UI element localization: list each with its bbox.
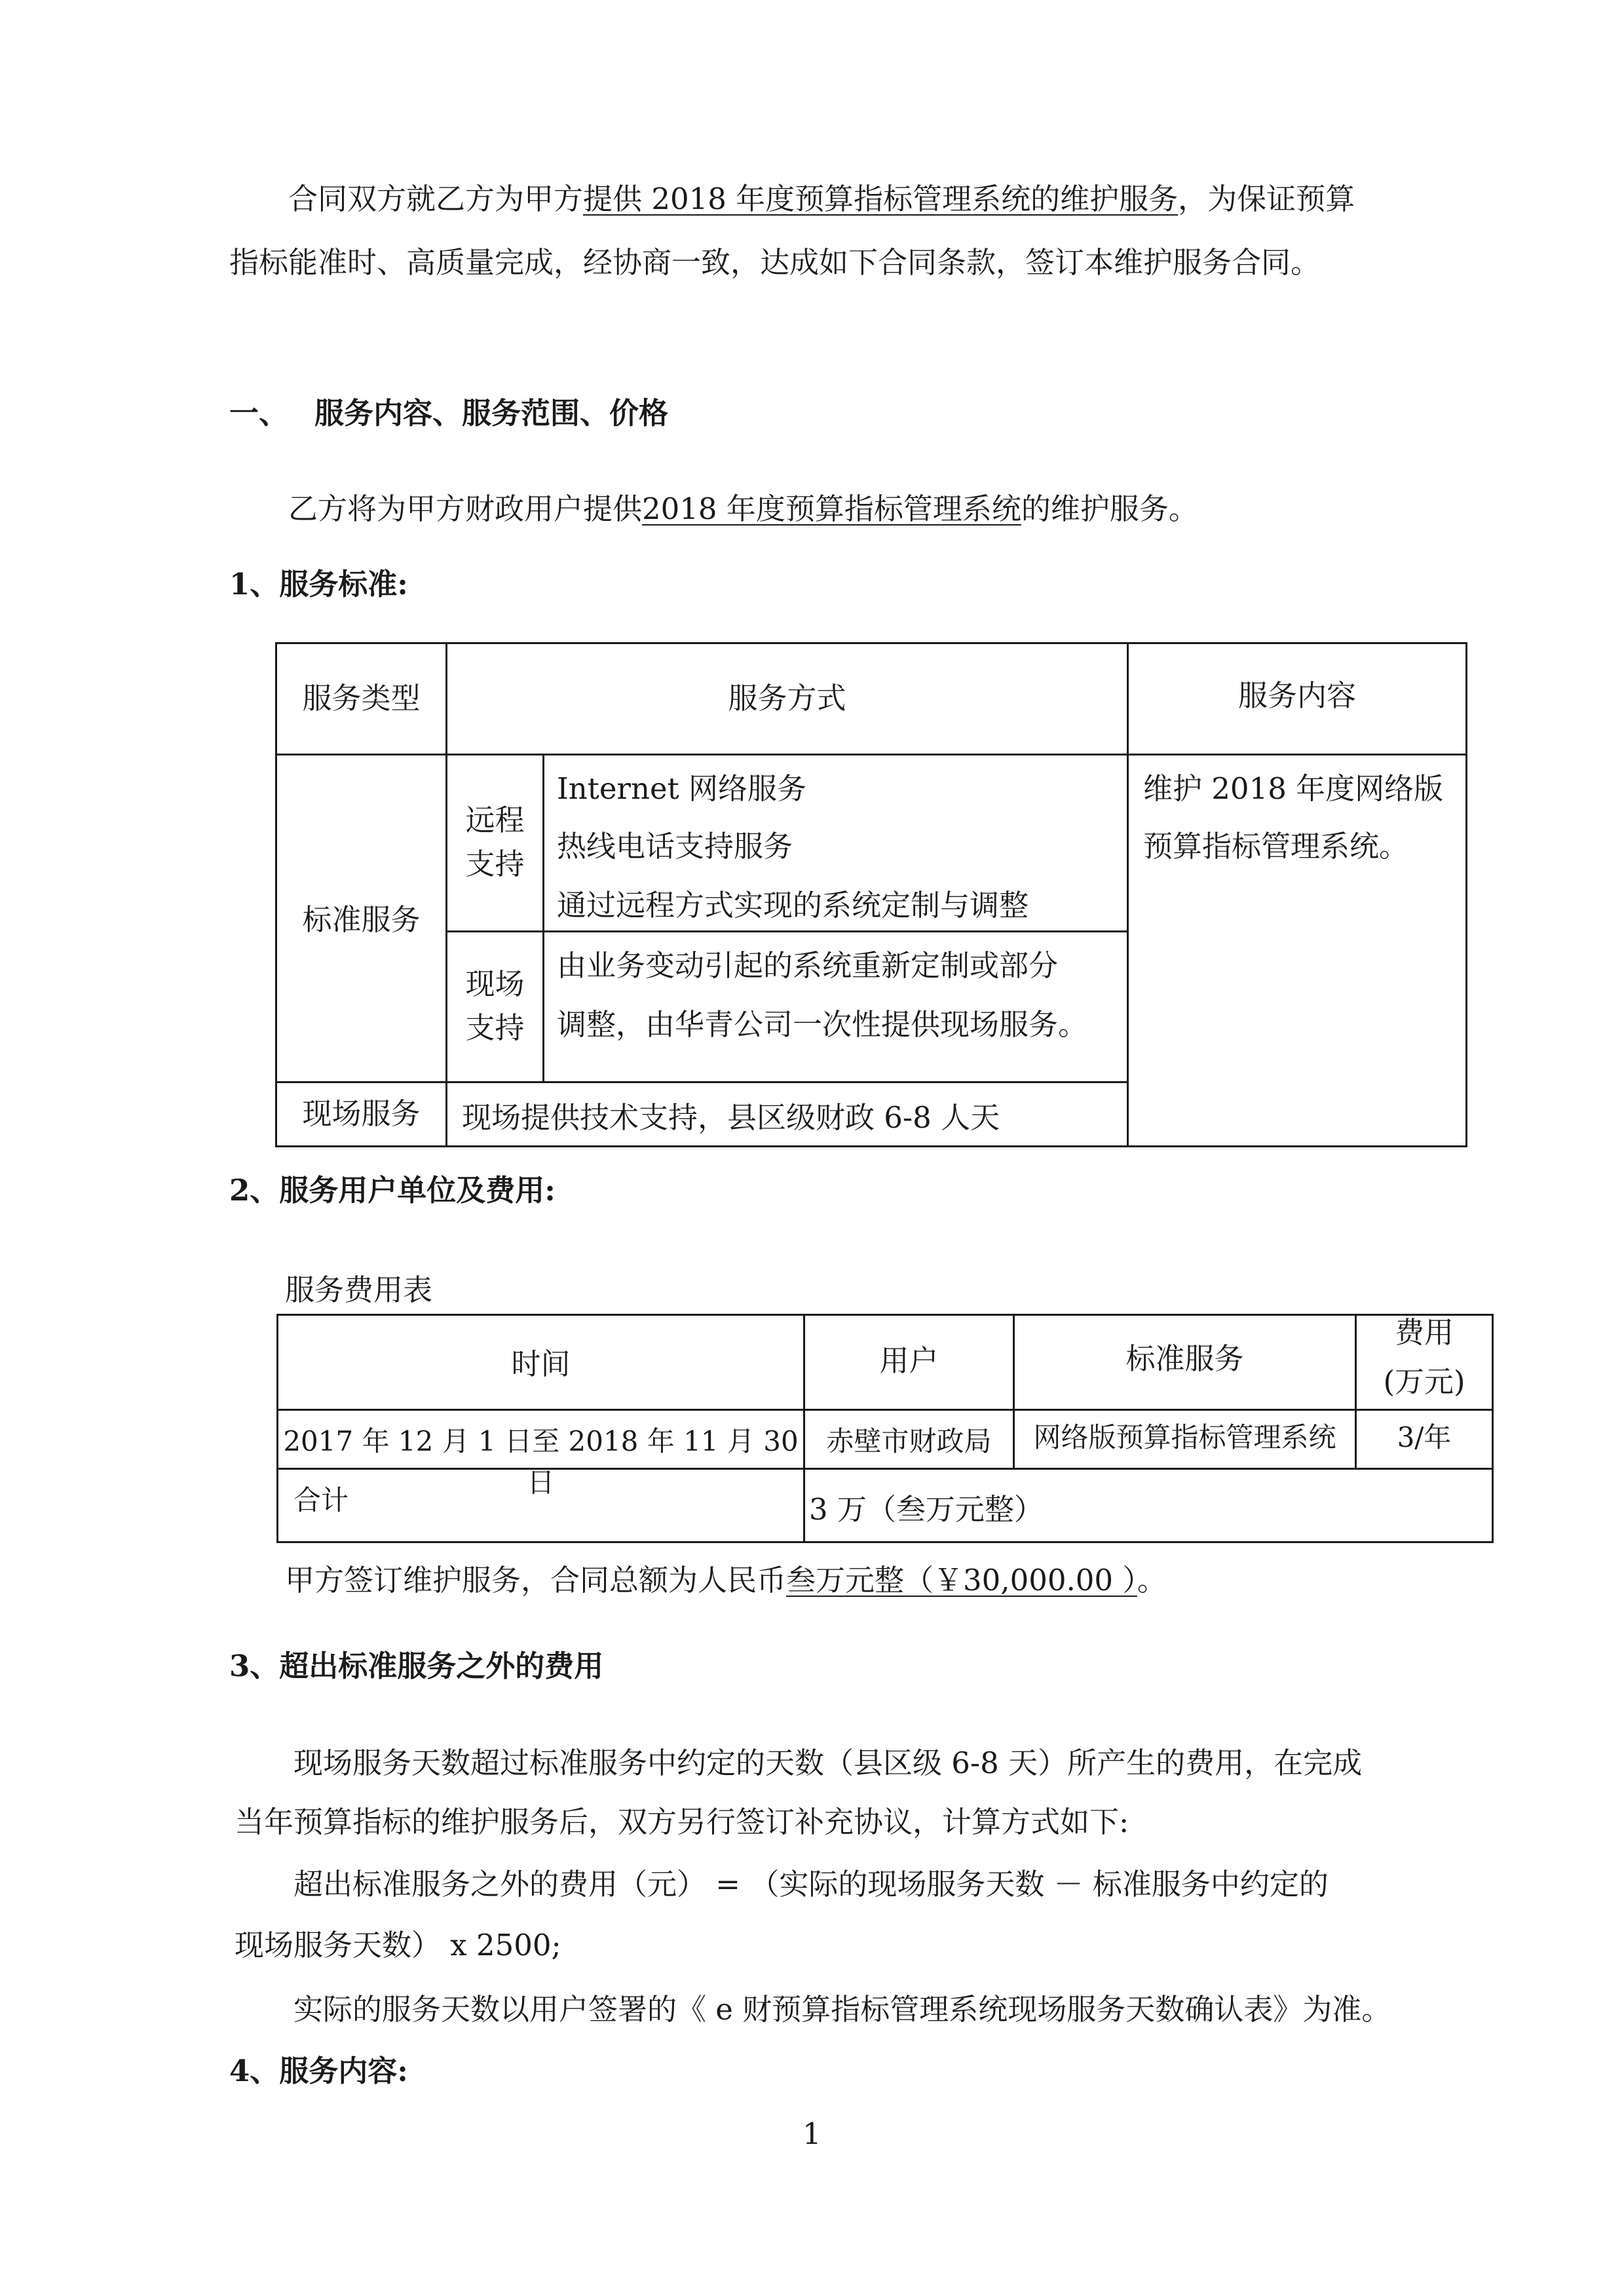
fee-table-row-divider-1 (276, 1409, 1494, 1411)
contract-total-text-a: 甲方签订维护服务，合同总额为人民币 (285, 1563, 787, 1598)
fee-table-border-right (1492, 1314, 1494, 1543)
fee-table-border-bottom (276, 1541, 1494, 1543)
fee-table-border-top (276, 1314, 1494, 1316)
section-1-title: 服务内容、服务范围、价格 (314, 396, 669, 430)
fee-row-time: 2017 年 12 月 1 日至 2018 年 11 月 30 日 (283, 1425, 799, 1499)
remote-method-line-3: 通过远程方式实现的系统定制与调整 (557, 888, 1029, 923)
table-border-top (275, 642, 1467, 644)
remote-method-line-2: 热线电话支持服务 (557, 829, 793, 864)
onsite-support-label-2: 支持 (465, 1010, 525, 1045)
fee-row-amount: 3/年 (1397, 1421, 1452, 1453)
section-1-text-a: 乙方将为甲方财政用户提供 (288, 491, 643, 526)
table-col-divider-2 (542, 754, 544, 1083)
para3-line-5: 实际的服务天数以用户签署的《 e 财预算指标管理系统现场服务天数确认表》为准。 (293, 1992, 1391, 2027)
field-service-label: 现场服务 (302, 1096, 421, 1131)
intro-text-a: 合同双方就乙方为甲方 (288, 182, 584, 216)
fee-header-unit: (万元) (1383, 1364, 1465, 1399)
header-service-method: 服务方式 (728, 681, 846, 716)
service-content-line-1: 维护 2018 年度网络版 (1143, 771, 1444, 806)
contract-total-sentence (285, 1561, 1167, 1600)
subsection-4-title: 4、服务内容: (229, 2054, 408, 2088)
fee-header-time: 时间 (511, 1347, 571, 1381)
field-service-text: 现场提供技术支持，县区级财政 6-8 人天 (462, 1100, 1000, 1135)
section-1-number: 一、 (229, 396, 289, 430)
section-1-text-b: 的维护服务。 (1021, 491, 1198, 526)
contract-total-text-b: 。 (1137, 1563, 1167, 1598)
section-1-underlined-system: 2018 年度预算指标管理系统 (642, 491, 1021, 526)
fee-row-user: 赤壁市财政局 (826, 1425, 992, 1457)
remote-support-label-1: 远程 (465, 803, 525, 837)
intro-line-1 (288, 180, 1355, 219)
para3-line-4: 现场服务天数） x 2500; (235, 1928, 561, 1962)
contract-total-amount: 叁万元整（￥30,000.00 ） (786, 1563, 1137, 1598)
para3-line-2: 当年预算指标的维护服务后，双方另行签订补充协议，计算方式如下: (235, 1805, 1129, 1839)
table-col-divider-3 (1127, 642, 1129, 1147)
table-row-divider-remote-onsite (445, 930, 1127, 932)
fee-table-caption: 服务费用表 (285, 1272, 433, 1307)
para3-line-3: 超出标准服务之外的费用（元） = （实际的现场服务天数 － 标准服务中约定的 (293, 1867, 1329, 1902)
subsection-2-title: 2、服务用户单位及费用: (229, 1173, 556, 1208)
onsite-method-line-2: 调整，由华青公司一次性提供现场服务。 (557, 1007, 1088, 1042)
table-row-divider-header (275, 754, 1467, 756)
fee-header-user: 用户 (879, 1343, 939, 1378)
section-1-paragraph (288, 490, 1198, 529)
intro-text-b: ，为保证预算 (1178, 182, 1355, 216)
fee-total-label: 合计 (293, 1484, 349, 1516)
para3-line-1: 现场服务天数超过标准服务中约定的天数（县区级 6-8 天）所产生的费用，在完成 (293, 1746, 1363, 1780)
header-service-content: 服务内容 (1237, 678, 1356, 713)
subsection-1-title: 1、服务标准: (229, 567, 408, 602)
onsite-method-line-1: 由业务变动引起的系统重新定制或部分 (557, 948, 1059, 983)
header-service-type: 服务类型 (302, 681, 421, 716)
standard-service-label: 标准服务 (302, 902, 421, 937)
page-number: 1 (803, 2116, 821, 2151)
fee-row-service: 网络版预算指标管理系统 (1033, 1421, 1336, 1453)
subsection-3-title: 3、超出标准服务之外的费用 (229, 1649, 604, 1683)
remote-support-label-2: 支持 (465, 847, 525, 881)
intro-underlined-service: 提供 2018 年度预算指标管理系统的维护服务 (583, 182, 1179, 216)
fee-total-value: 3 万（叁万元整） (809, 1492, 1044, 1527)
onsite-support-label-1: 现场 (465, 966, 525, 1001)
fee-header-fee: 费用 (1394, 1315, 1454, 1350)
remote-method-line-1: Internet 网络服务 (557, 771, 806, 806)
table-row-divider-field (275, 1081, 1127, 1083)
intro-line-2: 指标能准时、高质量完成，经协商一致，达成如下合同条款，签订本维护服务合同。 (229, 245, 1321, 280)
fee-header-standard-service: 标准服务 (1125, 1341, 1244, 1376)
table-border-right (1465, 642, 1467, 1147)
service-content-line-2: 预算指标管理系统。 (1143, 829, 1409, 864)
table-border-bottom (275, 1145, 1467, 1147)
